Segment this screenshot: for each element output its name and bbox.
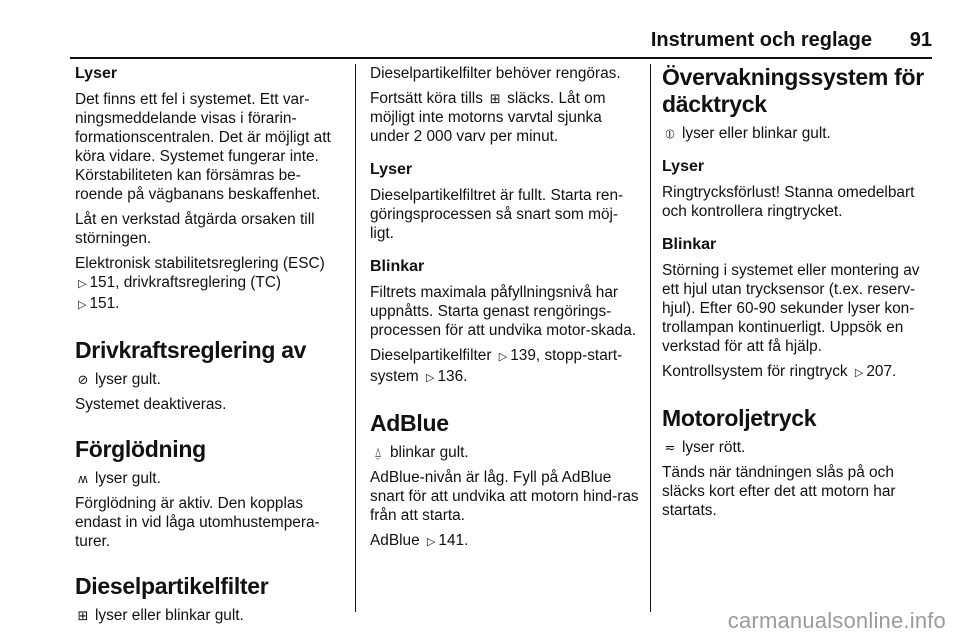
page-title: Instrument och reglage bbox=[650, 29, 872, 51]
paragraph: Systemet deaktiveras. bbox=[75, 396, 227, 413]
column-1 bbox=[75, 64, 345, 625]
heading-forglodning: Förglödning bbox=[75, 436, 206, 462]
text: lyser rött. bbox=[682, 439, 746, 456]
paragraph: Förglödning är aktiv. Den kopplas endast in vid låga utomhustempera-turer. bbox=[75, 495, 320, 550]
text: lyser eller blinkar gult. bbox=[682, 125, 831, 142]
paragraph: Dieselpartikelfiltret är fullt. Starta ren-göringsprocessen så snart som möj-ligt. bbox=[370, 187, 624, 242]
text: AdBlue bbox=[370, 532, 420, 549]
heading-drivkraftsreglering: Drivkraftsreglering av bbox=[75, 337, 307, 363]
text: blinkar gult. bbox=[390, 444, 469, 461]
link-text[interactable]: 139, stopp-start-system bbox=[370, 347, 623, 385]
paragraph: Ringtrycksförlust! Stanna omedelbart och kontrollera ringtrycket. bbox=[662, 184, 915, 220]
paragraph bbox=[75, 606, 345, 625]
text: lyser gult. bbox=[95, 470, 161, 487]
reference-arrow-icon: ▷ bbox=[78, 299, 87, 311]
heading-tire-pressure: Övervakningssystem för däcktryck bbox=[662, 64, 924, 117]
paragraph bbox=[75, 469, 345, 488]
paragraph: AdBlue-nivån är låg. Fyll på AdBlue snart för att undvika att motorn hind-ras från att starta. bbox=[370, 469, 639, 524]
reference-arrow-icon: ▷ bbox=[426, 372, 435, 384]
text: lyser gult. bbox=[95, 371, 161, 388]
dpf-icon: ⊞ bbox=[489, 91, 501, 106]
heading-lyser: Lyser bbox=[662, 158, 705, 175]
paragraph bbox=[75, 254, 345, 315]
paragraph bbox=[370, 89, 640, 146]
link-text[interactable]: 141. bbox=[438, 532, 469, 549]
adblue-icon: ⍙ bbox=[374, 445, 382, 460]
text: Kontrollsystem för ringtryck bbox=[662, 363, 848, 380]
text: Dieselpartikelfilter bbox=[370, 347, 492, 364]
page-header bbox=[70, 29, 932, 53]
paragraph: Dieselpartikelfilter behöver rengöras. bbox=[370, 65, 621, 82]
column-divider bbox=[650, 64, 651, 612]
column-divider bbox=[355, 64, 356, 612]
heading-blinkar: Blinkar bbox=[662, 236, 717, 253]
reference-arrow-icon: ▷ bbox=[78, 278, 87, 290]
dpf-icon: ⊞ bbox=[77, 608, 89, 623]
paragraph bbox=[75, 370, 345, 389]
header-rule bbox=[70, 57, 932, 59]
paragraph bbox=[662, 362, 937, 383]
tc-off-icon: ⊘ bbox=[77, 372, 89, 387]
reference-arrow-icon: ▷ bbox=[426, 536, 436, 548]
link-text[interactable]: 151, drivkraftsreglering (TC) bbox=[89, 274, 282, 291]
heading-dieselpartikelfilter: Dieselpartikelfilter bbox=[75, 573, 269, 599]
text: Elektronisk stabilitetsreglering (ESC) bbox=[75, 255, 325, 272]
text: släcks. Låt om möjligt inte motorns varvtal sjunka under 2 000 varv per minut. bbox=[370, 90, 606, 145]
paragraph: Det finns ett fel i systemet. Ett var-ningsmeddelande visas i förarin-formationscentralen. Det är möjligt att köra vidare. Systemet fungerar inte. Körstabiliteten kan försämras be-roende på vägbanans beskaffenhet. bbox=[75, 91, 331, 203]
heading-motoroljetryck: Motoroljetryck bbox=[662, 405, 817, 431]
link-text[interactable]: 151. bbox=[89, 295, 120, 312]
oil-can-icon: ≂ bbox=[664, 440, 676, 455]
watermark[interactable]: carmanualsonline.info bbox=[727, 608, 946, 633]
paragraph bbox=[370, 443, 640, 462]
paragraph bbox=[370, 531, 640, 552]
glow-plug-icon: ʍ bbox=[78, 471, 88, 486]
column-3 bbox=[662, 64, 937, 520]
paragraph bbox=[370, 346, 640, 388]
column-2 bbox=[370, 64, 640, 552]
paragraph bbox=[662, 438, 937, 457]
paragraph: Låt en verkstad åtgärda orsaken till störningen. bbox=[75, 211, 315, 247]
text: lyser eller blinkar gult. bbox=[95, 607, 244, 624]
heading-lyser: Lyser bbox=[370, 161, 413, 178]
reference-arrow-icon: ▷ bbox=[854, 367, 864, 379]
link-text[interactable]: 207. bbox=[866, 363, 897, 380]
heading-blinkar: Blinkar bbox=[370, 258, 425, 275]
paragraph: Filtrets maximala påfyllningsnivå har uppnåtts. Starta genast rengörings-processen för att undvika motor-skada. bbox=[370, 284, 637, 339]
reference-arrow-icon: ▷ bbox=[498, 351, 508, 363]
link-text[interactable]: 136. bbox=[437, 368, 468, 385]
heading-adblue: AdBlue bbox=[370, 410, 449, 436]
text: Fortsätt köra tills bbox=[370, 90, 483, 107]
paragraph bbox=[662, 124, 937, 143]
page-number: 91 bbox=[909, 29, 932, 51]
tire-pressure-icon: ⦶ bbox=[665, 126, 675, 141]
paragraph: Tänds när tändningen slås på och släcks kort efter det att motorn har startats. bbox=[662, 464, 896, 519]
heading-lyser: Lyser bbox=[75, 65, 118, 82]
paragraph: Störning i systemet eller montering av ett hjul utan trycksensor (t.ex. reserv-hjul). Efter 60-90 sekunder lyser kon-trollampan kontinuerligt. Uppsök en verkstad för att få hjälp. bbox=[662, 262, 920, 355]
